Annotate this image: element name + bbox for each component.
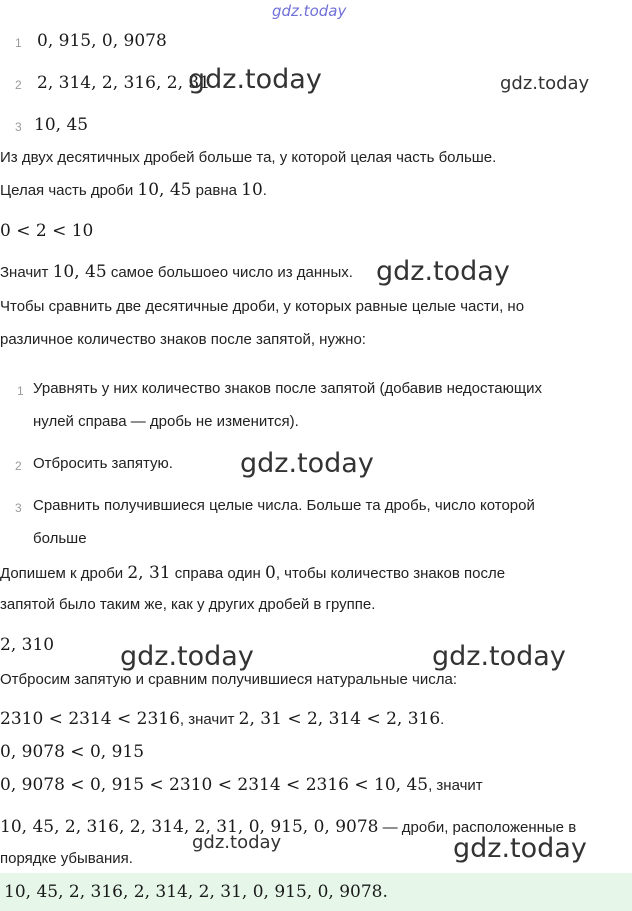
watermark: gdz.today [240,448,374,479]
watermark: gdz.today [192,832,282,853]
text: справа один [170,565,265,582]
text: , чтобы количество знаков после [275,565,506,582]
equation: 2, 310 [0,635,55,655]
step-text: нулей справа — дробь не изменится). [33,413,299,430]
math: 10, 45 [52,262,107,282]
step-text: Уравнять у них количество знаков после запятой (добавив недостающих [33,380,543,397]
text: равна [191,182,242,199]
paragraph [0,563,505,583]
watermark: gdz.today [453,833,587,864]
math-row: 0, 9078 < 0, 915 [0,742,145,762]
math: 2, 31 < 2, 314 < 2, 316 [238,709,441,729]
watermark: gdz.today [376,256,510,287]
text: . [262,182,267,199]
group-number: 3 [15,120,22,134]
watermark: gdz.today [120,641,254,672]
answer-text: 10, 45, 2, 316, 2, 314, 2, 31, 0, 915, 0, 9078. [4,882,388,902]
watermark: gdz.today [188,64,322,95]
math: 0 [265,563,276,583]
group-value: 2, 314, 2, 316, 2, 31 [37,73,211,93]
text: Допишем к дроби [0,565,128,582]
group-value: 0, 915, 0, 9078 [37,31,167,51]
group-number: 1 [15,36,22,50]
paragraph: запятой было таким же, как у других дробей в группе. [0,596,376,613]
watermark-top: gdz.today [272,2,347,20]
math: 10, 45 [137,180,192,200]
text: , значит [428,777,483,794]
step-text: Сравнить получившиеся целые числа. Больше та дробь, число которой [33,497,535,514]
watermark: gdz.today [500,73,590,94]
paragraph: порядке убывания. [0,850,133,867]
math-row [0,775,483,795]
math: 2310 < 2314 < 2316 [0,709,180,729]
paragraph: Чтобы сравнить две десятичные дроби, у которых равные целые части, но [0,298,525,315]
step-number: 3 [15,501,22,515]
group-value: 10, 45 [34,115,89,135]
text: , значит [179,711,239,728]
answer-box [0,873,632,911]
inequality: 0 < 2 < 10 [0,221,94,241]
text: . [440,711,445,728]
math: 10, 45, 2, 316, 2, 314, 2, 31, 0, 915, 0, 9078 [0,817,379,837]
math: 0, 9078 < 0, 915 < 2310 < 2314 < 2316 < 10, 45 [0,775,429,795]
paragraph [0,262,353,282]
math-row [0,709,444,729]
text: Значит [0,264,53,281]
math: 2, 31 [127,563,171,583]
text: Целая часть дроби [0,182,138,199]
paragraph: различное количество знаков после запятой, нужно: [0,331,366,348]
step-number: 2 [15,459,22,473]
paragraph: Из двух десятичных дробей больше та, у которой целая часть больше. [0,149,497,166]
step-number: 1 [17,384,24,398]
group-number: 2 [15,78,22,92]
text: самое большоеo число из данных. [106,264,353,281]
watermark: gdz.today [432,641,566,672]
text: — дроби, расположенные в [378,819,577,836]
step-text: больше [33,530,87,547]
step-text: Отбросить запятую. [33,455,173,472]
paragraph: Отбросим запятую и сравним получившиеся натуральные числа: [0,671,457,688]
paragraph [0,180,267,200]
math: 10 [241,180,263,200]
